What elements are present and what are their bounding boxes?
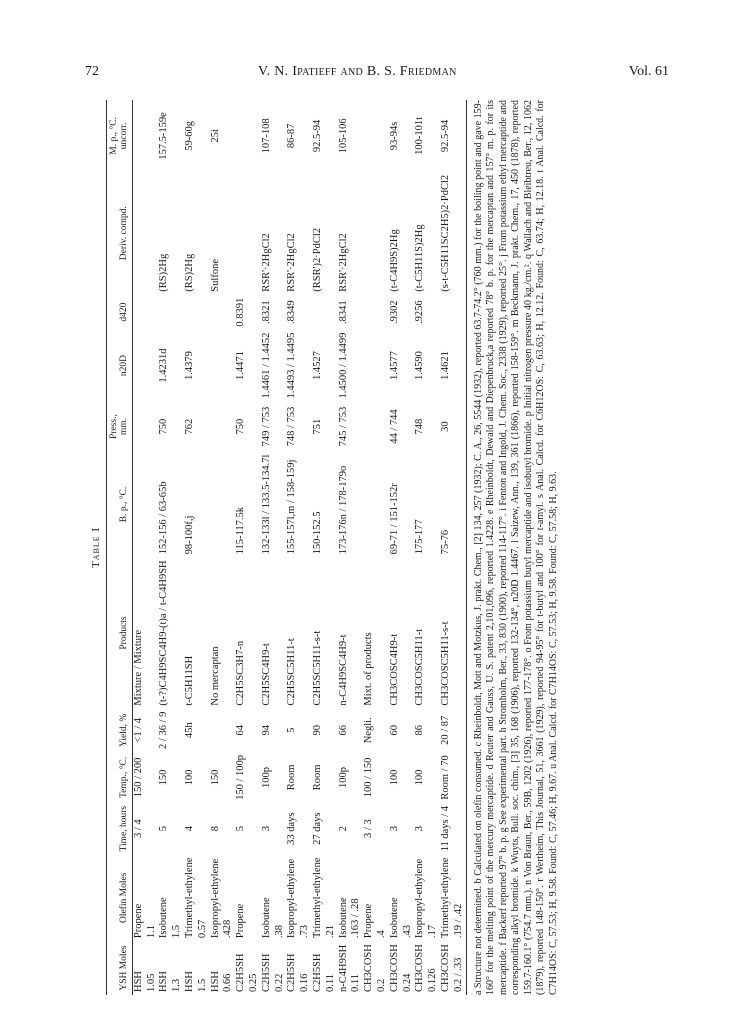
cell-bp: 98-100f,j <box>184 515 196 555</box>
cell-olefin-moles: 0.57 <box>196 919 208 939</box>
cell-ysh-moles: 0.66 <box>222 973 234 992</box>
col-ysh: YSH Moles <box>107 941 133 995</box>
table-row <box>210 100 236 995</box>
table-row <box>286 100 312 995</box>
cell-time: 4 <box>184 826 196 832</box>
cell-ysh-moles: 0.24 <box>401 973 413 992</box>
cell-press <box>210 401 236 451</box>
cell-deriv: Sulfone <box>209 259 221 292</box>
cell-temp: Room / 70 <box>440 755 451 800</box>
cell-bp: 69-71 / 151-152r <box>388 483 400 555</box>
cell-products: C2H5SC5H11-t <box>286 638 298 706</box>
cell-n: 1.4527 <box>312 351 324 380</box>
cell-time: 11 days / 4 <box>440 805 451 852</box>
cell-bp: 155-157l,m / 158-159j <box>286 459 298 555</box>
cell-ysh <box>158 941 184 995</box>
cell-olefin <box>210 854 236 941</box>
cell-ysh-name: CH3COSH <box>363 944 375 992</box>
cell-olefin <box>158 854 184 941</box>
cell-n: 1.4461 / 1.4452 <box>260 332 272 399</box>
cell-n <box>363 330 389 402</box>
cell-d <box>440 295 466 330</box>
cell-ysh-name: C2H5SH <box>286 953 298 992</box>
cell-ysh <box>440 941 466 995</box>
cell-d <box>158 295 184 330</box>
cell-mp: 93-94s <box>388 121 400 151</box>
cell-mp: 157.5-159e <box>158 112 170 160</box>
cell-olefin-name: Isobutene <box>388 897 400 939</box>
cell-olefin <box>389 854 415 941</box>
cell-mp: 92.5-94 <box>312 119 324 153</box>
cell-n: 1.4231d <box>158 348 170 383</box>
cell-temp: 100p <box>260 766 272 788</box>
cell-ysh-moles: 0.2 / .33 <box>452 957 464 992</box>
running-title: V. N. Ipatieff and B. S. Friedman <box>258 64 457 79</box>
cell-temp: 100 <box>184 769 196 786</box>
cell-olefin-moles: .163 / .28 <box>350 898 362 939</box>
cell-olefin-moles: 1.5 <box>171 925 183 939</box>
cell-mp: 100-101t <box>414 116 426 155</box>
cell-ysh-moles: 1.5 <box>196 978 208 992</box>
cell-ysh-name: C2H5SH <box>312 953 324 992</box>
cell-deriv: (t-C4H9S)2Hg <box>388 229 400 292</box>
cell-n: 1.4379 <box>184 351 196 380</box>
cell-ysh <box>261 941 287 995</box>
cell-yield: 94 <box>260 725 272 736</box>
table-row <box>338 100 364 995</box>
cell-d <box>210 295 236 330</box>
cell-press: 748 / 753 <box>286 406 298 447</box>
cell-press: 749 / 753 <box>260 406 272 447</box>
table-row <box>440 100 466 995</box>
cell-time: 33 days <box>286 812 298 845</box>
cell-press: 762 <box>184 418 196 435</box>
cell-ysh-moles: 1.3 <box>171 978 183 992</box>
cell-deriv: (s-t-C5H11SC2H5)2·PdCl2 <box>440 174 451 292</box>
cell-deriv: (RSR')2·PdCl2 <box>312 227 324 292</box>
cell-yield <box>210 709 236 752</box>
cell-ysh-name: HSH <box>158 970 170 992</box>
cell-bp <box>363 452 389 558</box>
cell-products: C2H5SC3H7-n <box>235 640 247 706</box>
cell-ysh-name: CH3COSH <box>414 944 426 992</box>
cell-ysh <box>184 941 210 995</box>
col-yield: Yield, % <box>107 709 133 752</box>
cell-d <box>312 295 338 330</box>
cell-olefin-name: Isobutene <box>260 897 272 939</box>
table-row <box>414 100 440 995</box>
cell-deriv <box>363 172 389 295</box>
cell-press: 750 <box>158 418 170 435</box>
cell-d: .8349 <box>286 300 298 324</box>
cell-yield: 60 <box>388 725 400 736</box>
cell-yield: 45h <box>184 722 196 739</box>
cell-ysh-moles: 0.11 <box>350 974 362 992</box>
table-title: Table I <box>90 526 102 569</box>
col-olefin: Olefin Moles <box>107 854 133 941</box>
cell-temp: 100 / 150 <box>363 757 375 798</box>
cell-mp <box>235 100 261 172</box>
cell-products: C2H5SC5H11-s-t <box>312 630 324 706</box>
cell-deriv <box>235 172 261 295</box>
cell-olefin-moles: .428 <box>222 919 234 939</box>
cell-d <box>184 295 210 330</box>
cell-ysh-name: C2H5SH <box>235 953 247 992</box>
cell-olefin-moles: .19 / .42 <box>452 903 464 939</box>
cell-bp: 173-176n / 178-179o <box>337 465 349 555</box>
cell-deriv <box>132 172 158 295</box>
cell-olefin-name: Propene <box>235 903 247 939</box>
cell-d: .8321 <box>260 300 272 324</box>
cell-d <box>132 295 158 330</box>
cell-olefin-moles: .43 <box>401 925 413 939</box>
data-table <box>106 100 467 995</box>
cell-olefin <box>184 854 210 941</box>
cell-ysh <box>389 941 415 995</box>
cell-products: t-C5H11SH <box>184 655 196 706</box>
table-row <box>389 100 415 995</box>
table-footnotes: a Structure not determined. b Calculated on olefin consumed. c Rheinboldt, Mott and Motzkus, J. prakt. Chem., [2] 134, 257 (1932); C. A., 26, 5544 (1932), reported 63.7-74.2° (760 mm.) for the boiling point and gave 159-160° for the melting point of the mercury mercaptide. d Reuter and Gauss, U. S. patent 2,101,096, reported 1.4228. e Rheinboldt, Dewald and Diepenbruck,a reported 78° b. p. for the mercaptan and 157° m. p. for its mercaptide. f Backerf reported 97° b. p. g See experimental part. h Stromholm, Ber., 33, 830 (1900), reported 114-117°. i Fenton and Ingold, J. Chem. Soc., 2338 (1929), reported 25°. j From potassium ethyl mercaptide and corresponding alkyl bromide. k Wuyts, Bull. soc. chim., [3] 35, 168 (1906), reported 132-134°, n20D 1.4467. l Saizew, Ann., 139, 361 (1866), reported 158-159°. m Beckmann, J. prakt. Chem., 17, 450 (1878), reported 159.7-160.1° (754.7 mm.). n Von Braun, Ber., 59B, 1202 (1926), reported 177-178°. o From potassium butyl mercaptide and isobutyl bromide. p Initial nitrogen pressure 40 kg./cm.². q Wallach and Bleibtreu, Ber., 12, 1062 (1879), reported 148-150°. r Wertheim, This Journal, 51, 3661 (1929), reported 94-95° for t-butyl and 100° for t-amyl. s Anal. Calcd. for C6H12OS: C, 63.63; H, 12.12. Found: C, 63.74; H, 12.18. t Anal. Calcd. for C7H14OS: C, 57.53; H, 9.58. Found: C, 57.46; H, 9.67. u Anal. Calcd. for C7H14OS: C, 57.53; H, 9.58. Found: C, 57.58; H, 9.63. <box>472 100 559 995</box>
cell-press: 751 <box>312 418 324 435</box>
table-row <box>132 100 158 995</box>
cell-products: Mixture / Mixture <box>132 629 144 706</box>
cell-olefin-moles: 1.1 <box>145 925 157 939</box>
cell-press <box>363 401 389 451</box>
cell-ysh-moles: 0.22 <box>273 973 285 992</box>
cell-deriv: RSR'·2HgCl2 <box>286 233 298 292</box>
table-header-row <box>107 100 133 995</box>
col-n: n20D <box>107 330 133 402</box>
cell-olefin-name: Propene <box>363 903 375 939</box>
cell-temp: 150 <box>158 769 170 786</box>
cell-yield: Negli. <box>363 717 375 744</box>
cell-olefin <box>286 854 312 941</box>
cell-n <box>132 330 158 402</box>
cell-mp: 25i <box>209 129 221 143</box>
cell-products: (t-?)C4H9SC4H9-(t)a / t-C4H9SH <box>158 560 170 706</box>
table-row <box>235 100 261 995</box>
cell-olefin-name: Trimethyl-ethylene <box>312 857 324 939</box>
cell-ysh-name: n-C4H9SH <box>337 944 349 992</box>
cell-time: 3 <box>414 826 426 832</box>
cell-temp: 150 <box>209 769 221 786</box>
cell-ysh-moles: 0.11 <box>324 974 336 992</box>
page-number: 72 <box>85 64 99 79</box>
cell-bp: 150-152.5 <box>312 511 324 555</box>
col-bp: B. p., °C. <box>107 452 133 558</box>
cell-products: No mercaptan <box>209 646 221 706</box>
cell-deriv: (RS)2Hg <box>184 253 196 292</box>
cell-bp: 175-177 <box>414 519 426 555</box>
cell-press: 748 <box>414 418 426 435</box>
col-temp: Temp., °C. <box>107 752 133 803</box>
cell-temp: 100 <box>414 769 426 786</box>
table-row <box>312 100 338 995</box>
cell-ysh-name: HSH <box>184 970 196 992</box>
cell-n: 1.4590 <box>414 351 426 380</box>
cell-ysh-moles: 0.25 <box>248 973 260 992</box>
cell-deriv: (RS)2Hg <box>158 253 170 292</box>
col-mp: M. p., °C. uncorr. <box>107 100 133 172</box>
col-time: Time, hours <box>107 803 133 855</box>
cell-olefin <box>261 854 287 941</box>
cell-ysh-name: CH3COSH <box>388 944 400 992</box>
cell-olefin-name: Propene <box>132 903 144 939</box>
cell-deriv: (t-C5H11S)2Hg <box>414 224 426 292</box>
cell-time: 3 <box>260 826 272 832</box>
volume-label: Vol. 61 <box>628 64 669 79</box>
cell-n <box>210 330 236 402</box>
cell-n: 1.4471 <box>235 351 247 380</box>
cell-olefin <box>132 854 158 941</box>
cell-olefin-moles: .38 <box>273 925 285 939</box>
cell-press: 44 / 744 <box>388 409 400 444</box>
cell-d: .8341 <box>337 300 349 324</box>
cell-ysh-moles: 1.05 <box>145 973 157 992</box>
table-row <box>363 100 389 995</box>
cell-olefin-name: Trimethyl-ethylene <box>184 857 196 939</box>
cell-ysh-moles: 0.126 <box>427 968 439 992</box>
cell-time: 5 <box>158 826 170 832</box>
cell-olefin-name: Trimethyl-ethylene <box>440 857 451 939</box>
rotated-table-block <box>90 100 675 995</box>
cell-yield: 20 / 87 <box>440 715 451 745</box>
cell-ysh-name: HSH <box>209 970 221 992</box>
cell-ysh <box>132 941 158 995</box>
cell-temp: 100p <box>337 766 349 788</box>
cell-press: 750 <box>235 418 247 435</box>
cell-d: .9256 <box>414 300 426 324</box>
col-deriv: Deriv. compd. <box>107 172 133 295</box>
cell-bp: 152-156 / 63-65b <box>158 481 170 555</box>
cell-temp: 150 / 200 <box>132 757 144 798</box>
cell-ysh <box>312 941 338 995</box>
cell-olefin <box>414 854 440 941</box>
cell-time: 27 days <box>312 812 324 845</box>
table-row <box>184 100 210 995</box>
cell-time: 3 / 3 <box>363 819 375 839</box>
cell-ysh-moles: 0.2 <box>376 978 388 992</box>
cell-ysh <box>235 941 261 995</box>
col-d: d420 <box>107 295 133 330</box>
cell-yield: 2 / 36 / 9 <box>158 711 170 749</box>
cell-olefin-name: Isobutene <box>158 897 170 939</box>
cell-mp: 86-87 <box>286 123 298 149</box>
cell-ysh-name: HSH <box>132 970 144 992</box>
cell-deriv: RSR'·2HgCl2 <box>337 233 349 292</box>
cell-olefin <box>338 854 364 941</box>
cell-temp: 100 <box>388 769 400 786</box>
col-press: Press., mm. <box>107 401 133 451</box>
cell-ysh-moles: 0.16 <box>299 973 311 992</box>
cell-yield: <1 / 4 <box>132 718 144 743</box>
cell-yield: 90 <box>312 725 324 736</box>
cell-products: C2H5SC4H9-t <box>260 643 272 706</box>
cell-products: CH3COSC4H9-t <box>388 633 400 706</box>
cell-olefin-moles: .17 <box>427 925 439 939</box>
cell-bp: 75-76 <box>440 529 451 555</box>
cell-ysh <box>286 941 312 995</box>
cell-n: 1.4500 / 1.4499 <box>337 332 349 399</box>
table-row <box>158 100 184 995</box>
cell-olefin <box>312 854 338 941</box>
cell-mp: 107-108 <box>260 118 272 154</box>
cell-d: .9302 <box>388 300 400 324</box>
cell-press: 30 <box>440 421 451 432</box>
cell-temp: Room <box>286 764 298 791</box>
cell-olefin <box>363 854 389 941</box>
cell-products: CH3COSC5H11-s-t <box>440 621 451 706</box>
cell-mp <box>363 100 389 172</box>
cell-ysh <box>363 941 389 995</box>
cell-olefin <box>235 854 261 941</box>
cell-deriv: RSR'·2HgCl2 <box>260 233 272 292</box>
cell-yield: 66 <box>337 725 349 736</box>
cell-mp: 92.5-94 <box>440 119 451 153</box>
cell-bp: 132-133l / 133.5-134.7l <box>260 454 272 555</box>
cell-olefin-name: Isopropyl-ethylene <box>286 858 298 939</box>
cell-yield: 64 <box>235 725 247 736</box>
cell-d <box>363 295 389 330</box>
cell-press: 745 / 753 <box>337 406 349 447</box>
cell-temp: 150 / 100p <box>235 754 247 800</box>
cell-mp: 59-60g <box>184 121 196 151</box>
cell-products: Mixt. of products <box>363 632 375 706</box>
cell-yield: 5 <box>286 727 298 733</box>
cell-bp <box>210 452 236 558</box>
cell-n: 1.4493 / 1.4495 <box>286 332 298 399</box>
cell-n: 1.4577 <box>388 351 400 380</box>
cell-ysh <box>414 941 440 995</box>
cell-d: 0.8391 <box>235 297 247 327</box>
cell-olefin-moles: .21 <box>324 925 336 939</box>
cell-mp: 105-106 <box>337 118 349 154</box>
cell-press <box>132 401 158 451</box>
cell-olefin-name: Isopropyl-ethylene <box>209 858 221 939</box>
cell-olefin <box>440 854 466 941</box>
cell-bp: 115-117.5k <box>235 507 247 555</box>
cell-olefin-name: Isobutene <box>337 897 349 939</box>
table-row <box>261 100 287 995</box>
cell-n: 1.4621 <box>440 351 451 380</box>
cell-time: 2 <box>337 826 349 832</box>
cell-products: CH3COSC5H11-t <box>414 629 426 706</box>
cell-olefin-moles: .73 <box>299 925 311 939</box>
cell-time: 3 <box>388 826 400 832</box>
cell-time: 3 / 4 <box>132 819 144 839</box>
cell-temp: Room <box>312 764 324 791</box>
cell-olefin-moles: .4 <box>376 930 388 939</box>
cell-olefin-name: Isopropyl-ethylene <box>414 858 426 939</box>
cell-ysh <box>210 941 236 995</box>
cell-time: 8 <box>209 826 221 832</box>
cell-ysh-name: CH3COSH <box>440 944 451 992</box>
cell-yield: 86 <box>414 725 426 736</box>
col-products: Products <box>107 557 133 708</box>
cell-mp <box>132 100 158 172</box>
cell-products: n-C4H9SC4H9-t <box>337 634 349 706</box>
cell-time: 5 <box>235 826 247 832</box>
cell-ysh-name: C2H5SH <box>260 953 272 992</box>
cell-ysh <box>338 941 364 995</box>
cell-bp <box>132 452 158 558</box>
